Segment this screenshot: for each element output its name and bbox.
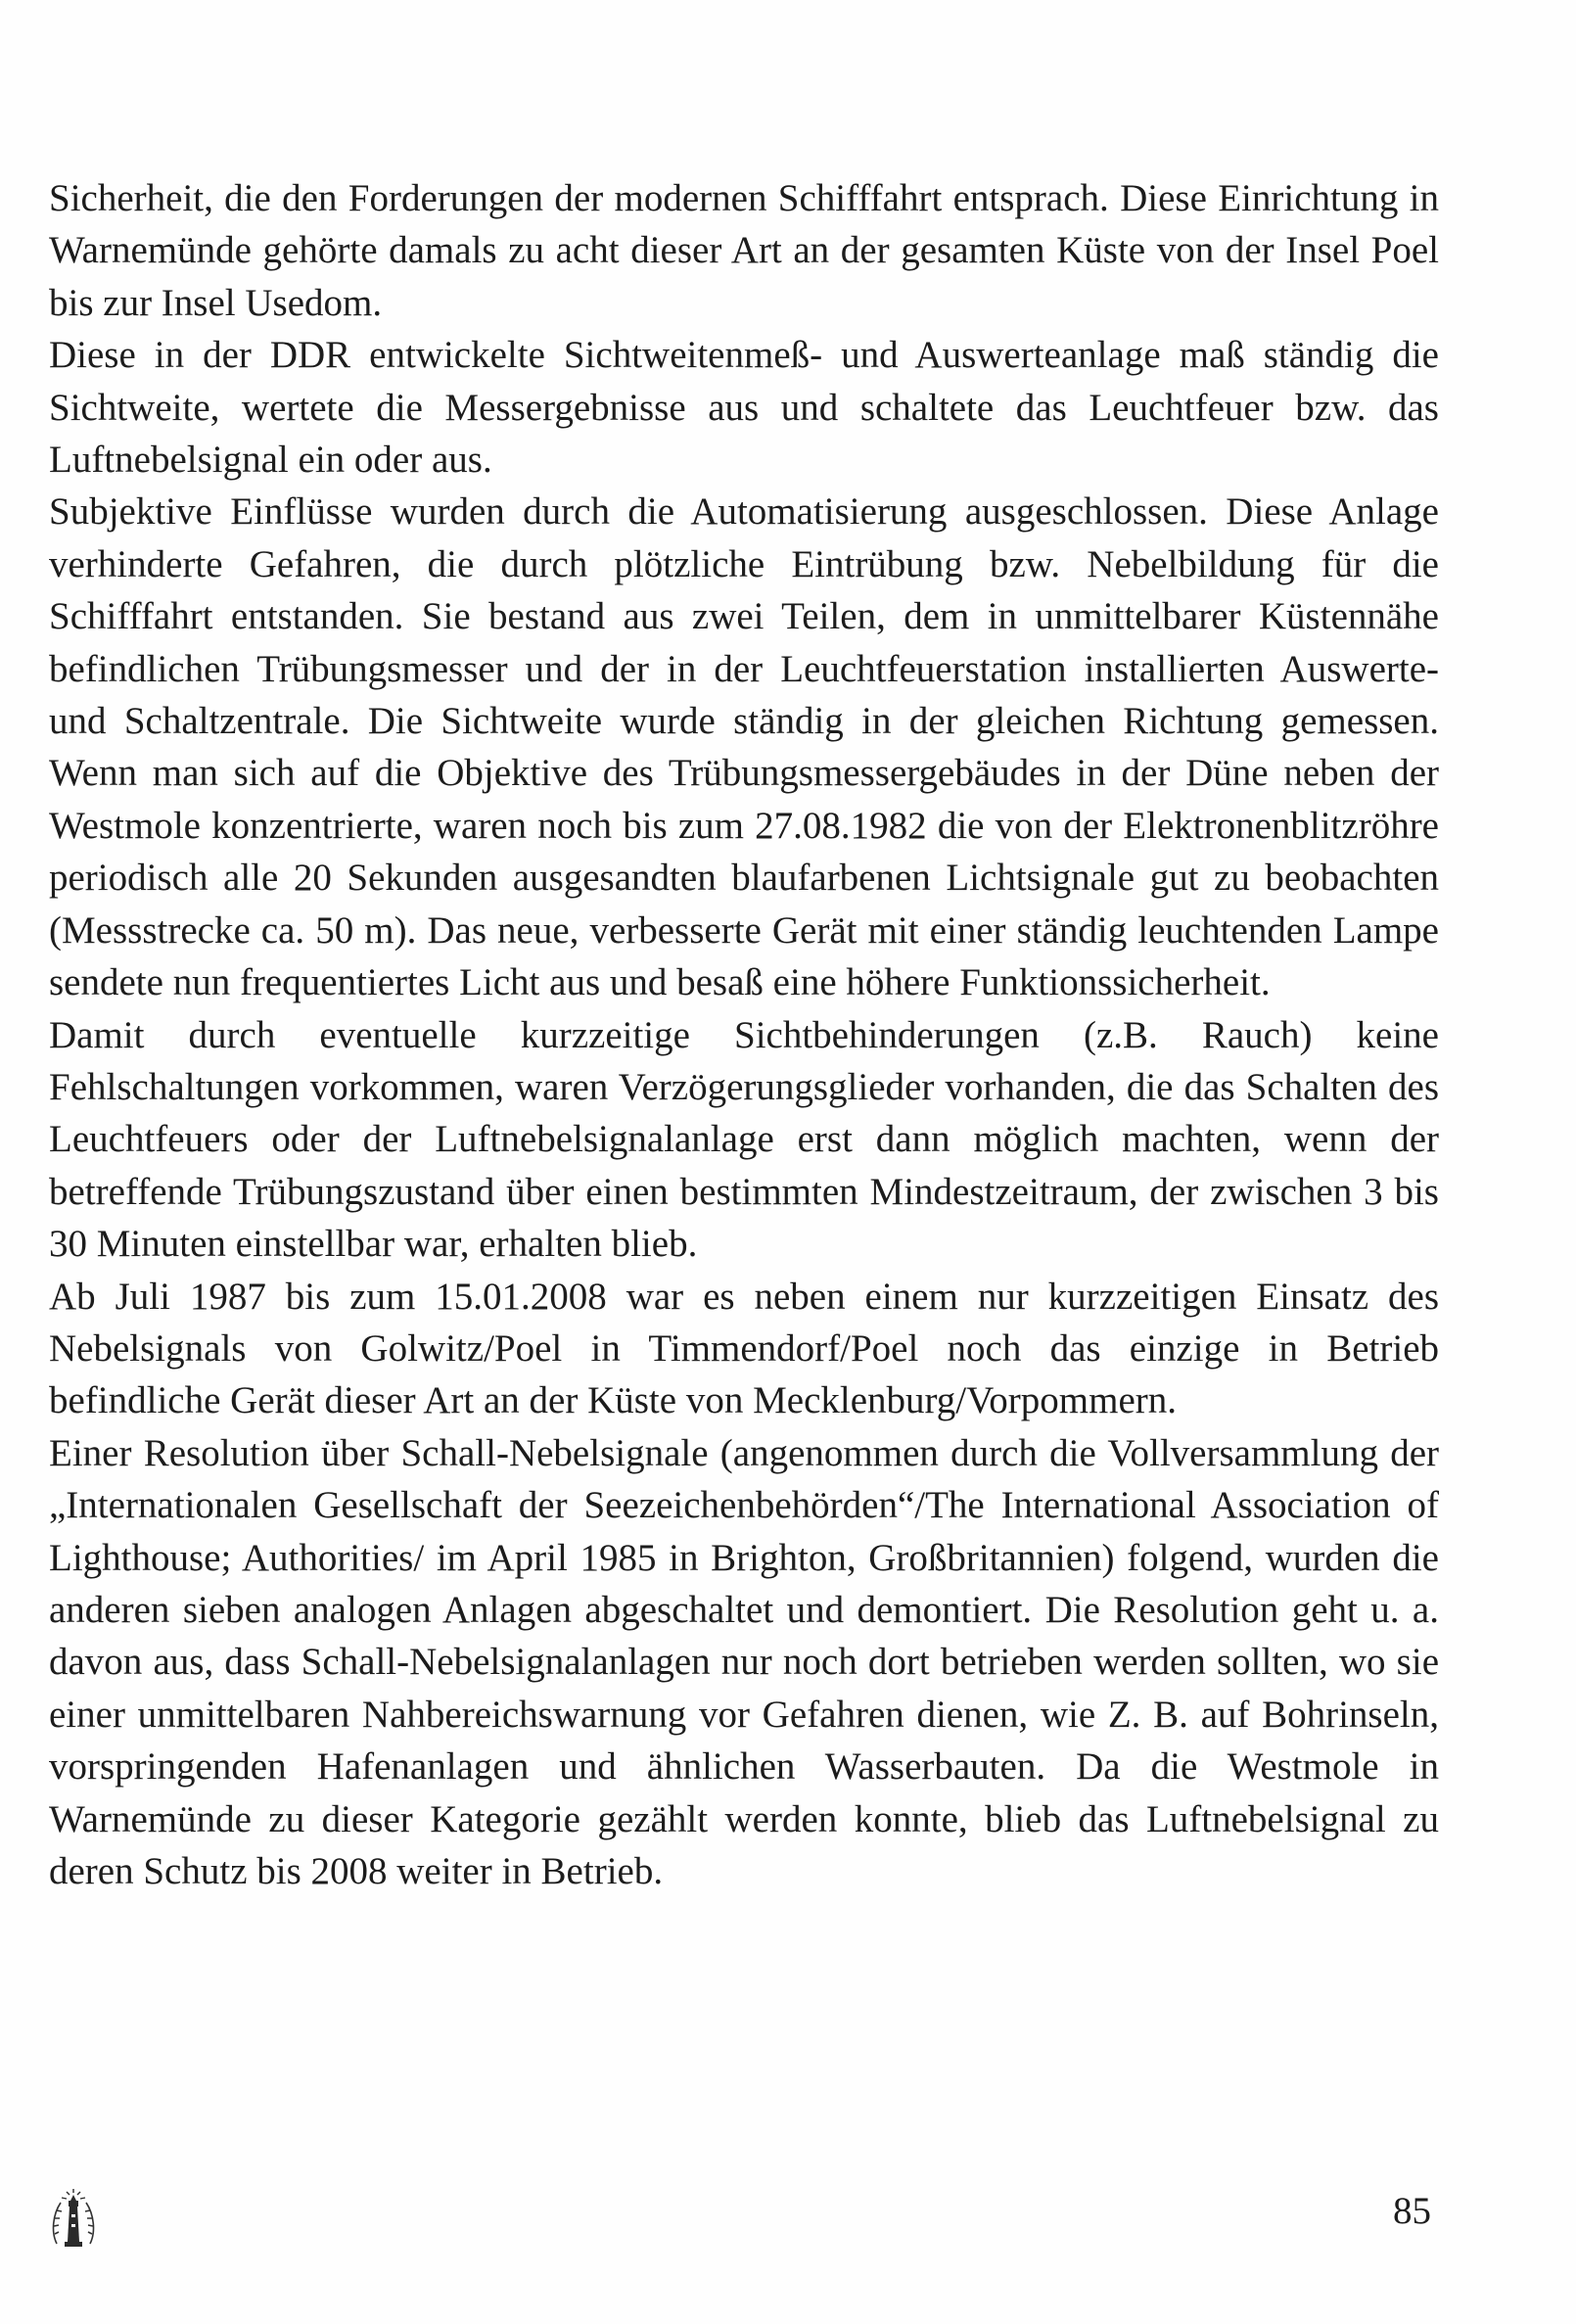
- paragraph: Subjektive Einflüsse wurden durch die Automatisierung ausgeschlossen. Diese Anlage verhinderte Gefahren, die durch plötzliche Eintrübung bzw. Nebelbildung für die Schifffahrt entstanden. Sie bestand aus zwei Teilen, dem in unmittelbarer Küstennähe befindlichen Trübungsmesser und der in der Leuchtfeuerstation installierten Auswerte- und Schaltzentrale. Die Sichtweite wurde ständig in der gleichen Richtung gemessen. Wenn man sich auf die Objektive des Trübungsmessergebäudes in der Düne neben der Westmole konzentrierte, waren noch bis zum 27.08.1982 die von der Elektronenblitzröhre periodisch alle 20 Sekunden ausgesandten blaufarbenen Lichtsignale gut zu beobachten (Messstrecke ca. 50 m). Das neue, verbesserte Gerät mit einer ständig leuchtenden Lampe sendete nun frequentiertes Licht aus und besaß eine höhere Funktionssicherheit.: [49, 490, 1439, 1004]
- body-text: [49, 172, 1439, 1897]
- paragraph: Einer Resolution über Schall-Nebelsignale (angenommen durch die Vollversammlung der „Internationalen Gesellschaft der Seezeichenbehörden“/The International Association of Lighthouse; Authorities/ im April 1985 in Brighton, Großbritannien) folgend, wurden die anderen sieben analogen Anlagen abgeschaltet und demontiert. Die Resolution geht u. a. davon aus, dass Schall-Nebelsignalanlagen nur noch dort betrieben werden sollten, wo sie einer unmittelbaren Nahbereichswarnung vor Gefahren dienen, wie Z. B. auf Bohrinseln, vorspringenden Hafenanlagen und ähnlichen Wasserbauten. Da die Westmole in Warnemünde zu dieser Kategorie gezählt werden konnte, blieb das Luftnebelsignal zu deren Schutz bis 2008 weiter in Betrieb.: [49, 1431, 1439, 1892]
- paragraph: Diese in der DDR entwickelte Sichtweitenmeß- und Auswerteanlage maß ständig die Sichtweite, wertete die Messergebnisse aus und schaltete das Leuchtfeuer bzw. das Luftnebelsignal ein oder aus.: [49, 334, 1439, 482]
- paragraph: Ab Juli 1987 bis zum 15.01.2008 war es neben einem nur kurzzeitigen Einsatz des Nebelsignals von Golwitz/Poel in Timmendorf/Poel noch das einzige in Betrieb befindliche Gerät dieser Art an der Küste von Mecklenburg/Vorpommern.: [49, 1275, 1439, 1422]
- paragraph: Damit durch eventuelle kurzzeitige Sichtbehinderungen (z.B. Rauch) keine Fehlschaltungen vorkommen, waren Verzögerungsglieder vorhanden, die das Schalten des Leuchtfeuers oder der Luftnebelsignalanlage erst dann möglich machten, wenn der betreffende Trübungszustand über einen bestimmten Mindestzeitraum, der zwischen 3 bis 30 Minuten einstellbar war, erhalten blieb.: [49, 1013, 1439, 1266]
- lighthouse-emblem-icon: [47, 2185, 100, 2257]
- page-number: 85: [1393, 2190, 1431, 2232]
- paragraph: Sicherheit, die den Forderungen der modernen Schifffahrt entsprach. Diese Einrichtung in Warnemünde gehörte damals zu acht dieser Art an der gesamten Küste von der Insel Poel bis zur Insel Usedom.: [49, 177, 1439, 324]
